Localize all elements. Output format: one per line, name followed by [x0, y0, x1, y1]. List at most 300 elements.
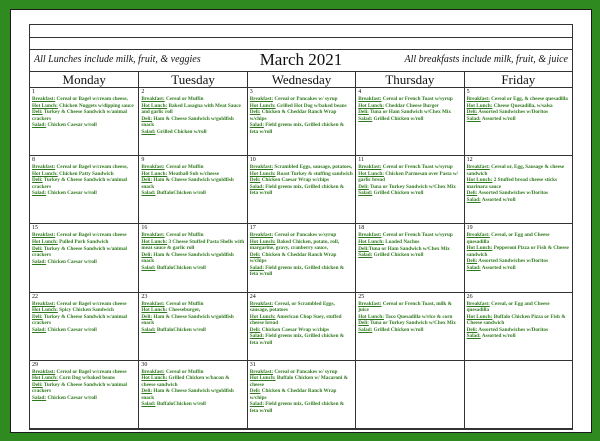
meal-text: Tuna or Turkey Sandwich w/Chex Mix — [368, 320, 456, 327]
meal-label: Deli: — [32, 177, 43, 184]
meal-text: Field greens mix, Grilled chicken & feta w/roll — [249, 333, 345, 346]
meal-label: Salad: — [466, 264, 481, 271]
meal-text: Chicken Caesar w/roll — [46, 190, 97, 197]
empty-cell — [464, 361, 572, 429]
menu-line — [32, 103, 136, 109]
menu-line — [467, 232, 570, 245]
menu-line — [358, 239, 461, 245]
day-cell — [247, 156, 355, 224]
meal-label: Deli: — [466, 326, 478, 333]
meal-text: Cereal or French Toast w/syrup — [381, 164, 453, 171]
meal-text: Field greens mix, Grilled chicken & feta w/roll — [249, 401, 345, 414]
meal-text: Ham & Cheese Sandwich w/goldfish snack — [141, 115, 234, 128]
menu-line — [32, 369, 136, 375]
meal-text: Turkey & Cheese Sandwich w/animal crackers — [32, 109, 127, 122]
meal-label: Breakfast: — [32, 164, 56, 171]
meal-text: Chicken Caesar w/roll — [46, 326, 97, 333]
menu-line — [32, 109, 136, 122]
day-cell — [138, 293, 246, 361]
date-number: 16 — [141, 225, 148, 232]
meal-label: Deli: — [141, 251, 153, 258]
meal-text: Meatball Sub w/cheese — [167, 170, 219, 177]
meal-label: Salad: — [32, 326, 47, 333]
meal-text: Assorted w/roll — [480, 196, 516, 203]
meal-label: Salad: — [32, 190, 47, 197]
meal-text: Chicken Patty Sandwich — [57, 170, 114, 177]
meal-text: Turkey & Cheese Sandwich w/animal crackers — [32, 381, 127, 395]
date-number: 25 — [358, 293, 365, 300]
meal-text: Assorted Sandwiches w/Doritos — [477, 258, 549, 265]
meal-label: Deli: — [466, 109, 478, 116]
meal-label: Salad: — [32, 394, 47, 401]
menu-line — [358, 314, 461, 320]
meal-label: Deli: — [249, 388, 261, 395]
day-cell — [247, 88, 355, 156]
meal-text: Chicken Parmesan over Pasta w/ garlic bread — [358, 170, 459, 184]
menu-line — [32, 327, 136, 333]
weekday-header — [29, 72, 573, 88]
menu-line — [32, 307, 136, 313]
meal-text: Assorted Sandwiches w/Doritos — [477, 326, 549, 333]
meal-text: Grilled Chicken w/roll — [372, 252, 424, 259]
menu-line — [32, 239, 136, 245]
meal-text: Baked Lasagna with Meat Sauce and garlic roll — [141, 102, 241, 115]
menu-line — [467, 96, 570, 102]
meal-text: Cereal or Bagel w/cream cheese, — [55, 96, 128, 102]
menu-line — [467, 103, 570, 109]
menu-line — [358, 164, 461, 170]
menu-line — [32, 395, 136, 401]
meal-text: American Chop Suey, stuffed cheese bread — [249, 313, 342, 326]
date-number: 26 — [466, 293, 473, 300]
meal-text: Grilled Hot Dog w/baked beans — [275, 102, 347, 109]
meal-text: Tuna or Ham Sandwich w/Chex Mix — [368, 245, 450, 252]
meal-label: Breakfast: — [466, 164, 490, 171]
meal-label: Deli: — [32, 245, 43, 252]
day-cell — [30, 293, 138, 361]
meal-label: Hot Lunch: — [466, 313, 493, 320]
meal-label: Hot Lunch: — [358, 102, 384, 109]
date-number: 30 — [141, 361, 148, 368]
date-number: 11 — [358, 157, 364, 164]
date-number: 8 — [32, 157, 35, 164]
menu-line — [250, 375, 353, 388]
meal-text: Ham & Cheese Sandwich w/goldfish snack — [141, 177, 234, 190]
meal-text: Taco Quesadilla w/rice & corn — [384, 313, 453, 320]
menu-line — [467, 164, 570, 177]
meal-text: Cereal or Muffin — [164, 164, 204, 171]
meal-label: Salad: — [249, 183, 264, 190]
meal-label: Salad: — [32, 122, 47, 129]
meal-text: Corn Dog w/baked beans — [57, 375, 115, 382]
meal-text: Cereal, or Egg and Cheese quesadilla — [466, 232, 550, 245]
month-title: March 2021 — [259, 50, 343, 69]
menu-line — [141, 388, 244, 401]
meal-text: Buffalo Chicken w/ Macaroni & cheese — [249, 375, 348, 388]
meal-label: Deli: — [466, 190, 478, 197]
meal-label: Salad: — [141, 190, 156, 197]
day-monday: Monday — [62, 72, 106, 87]
meal-text: Tuna or Turkey Sandwich w/Chex Mix — [368, 183, 456, 190]
meal-text: Assorted Sandwiches w/Doritos — [477, 190, 549, 197]
calendar-grid — [29, 88, 573, 430]
menu-line — [467, 327, 570, 333]
top-blank-rows — [29, 24, 573, 50]
meal-label: Hot Lunch: — [32, 307, 58, 314]
menu-line — [141, 314, 244, 327]
day-cell — [355, 224, 463, 292]
meal-label: Hot Lunch: — [141, 375, 168, 382]
menu-line — [358, 190, 461, 196]
menu-line — [32, 246, 136, 259]
meal-label: Deli: — [32, 313, 43, 320]
menu-line — [250, 103, 353, 109]
meal-text: Cereal or Pancakes w/ syrup — [273, 368, 338, 375]
meal-label: Salad: — [249, 264, 264, 271]
meal-label: Deli: — [32, 381, 43, 388]
menu-line — [358, 252, 461, 258]
day-tuesday: Tuesday — [138, 72, 246, 88]
meal-text: Grilled Chicken w/bacon & cheese sandwich — [141, 375, 230, 388]
meal-text: Cheddar Cheese Burger — [384, 102, 439, 109]
meal-label: Breakfast: — [141, 164, 165, 171]
menu-line — [32, 375, 136, 381]
meal-label: Deli: — [141, 115, 153, 122]
day-cell — [464, 293, 572, 361]
meal-text: Assorted w/roll — [480, 115, 516, 122]
blank-row — [30, 25, 572, 38]
day-friday: Friday — [464, 72, 572, 88]
meal-label: Breakfast: — [249, 368, 274, 375]
date-number: 19 — [466, 225, 473, 232]
meal-label: Salad: — [141, 264, 156, 271]
meal-label: Hot Lunch: — [249, 238, 276, 245]
menu-line — [358, 116, 461, 122]
menu-line — [467, 333, 570, 339]
date-number: 9 — [141, 157, 145, 164]
meal-text: Cereal or French Toast w/syrup — [381, 96, 453, 102]
day-cell — [464, 156, 572, 224]
menu-line — [32, 190, 136, 196]
menu-line — [141, 96, 244, 102]
menu-line — [141, 369, 244, 375]
meal-text: Spicy Chicken Sandwich — [57, 307, 114, 314]
meal-label: Breakfast: — [466, 232, 490, 239]
date-number: 18 — [358, 225, 365, 232]
date-number: 3 — [249, 89, 253, 95]
meal-label: Breakfast: — [249, 164, 274, 171]
meal-label: Salad: — [466, 196, 481, 203]
meal-text: Chicken Caesar w/roll — [46, 394, 97, 401]
lunch-note: All Lunches include milk, fruit, & veggies — [34, 54, 201, 65]
meal-label: Breakfast: — [141, 368, 165, 375]
meal-label: Hot Lunch: — [32, 238, 58, 245]
meal-text: Chicken & Cheddar Ranch Wrap w/chips — [249, 388, 337, 401]
meal-label: Deli: — [141, 313, 153, 320]
meal-text: Pepperoni Pizza or Fish & Cheese sandwich — [466, 245, 569, 258]
meal-label: Breakfast: — [358, 232, 382, 239]
meal-text: Cereal or Egg, & cheese quesadilla — [489, 96, 568, 102]
meal-label: Hot Lunch: — [358, 170, 384, 177]
menu-line — [141, 232, 244, 238]
meal-text: Field greens mix, Grilled chicken & feta w/roll — [249, 183, 345, 197]
meal-label: Breakfast: — [466, 96, 490, 102]
menu-line — [250, 171, 353, 177]
menu-line — [250, 122, 353, 135]
menu-line — [32, 164, 136, 170]
day-cell — [30, 224, 138, 292]
meal-text: Buffalo Chicken Pizza or Fish & Cheese sandwich — [466, 313, 566, 326]
date-number: 17 — [249, 225, 256, 232]
date-number: 15 — [32, 225, 38, 232]
meal-label: Breakfast: — [249, 232, 274, 239]
menu-line — [141, 129, 244, 135]
menu-line — [141, 116, 244, 129]
meal-label: Deli: — [466, 258, 478, 265]
meal-text: Cereal or French Toast w/syrup — [381, 232, 453, 239]
menu-line — [250, 109, 353, 122]
meal-label: Hot Lunch: — [32, 170, 58, 177]
menu-line — [467, 190, 570, 196]
meal-text: Turkey & Cheese Sandwich w/animal crackers — [32, 313, 127, 327]
meal-text: Chicken Caesar Wrap w/chips — [260, 177, 330, 184]
menu-line — [467, 116, 570, 122]
meal-label: Breakfast: — [141, 96, 165, 102]
meal-label: Salad: — [358, 190, 373, 197]
menu-line — [250, 314, 353, 327]
menu-line — [32, 232, 136, 238]
menu-line — [141, 190, 244, 196]
meal-label: Deli: — [249, 109, 261, 116]
menu-line — [250, 301, 353, 314]
meal-text: Assorted w/roll — [480, 333, 516, 340]
meal-label: Hot Lunch: — [466, 102, 493, 109]
menu-line — [358, 232, 461, 238]
menu-line — [250, 177, 353, 183]
meal-label: Deli: — [141, 388, 153, 395]
menu-line — [141, 265, 244, 271]
meal-label: Breakfast: — [358, 96, 382, 102]
date-number: 2 — [141, 89, 145, 95]
breakfast-note: All breakfasts include milk, fruit, & juice — [404, 54, 568, 65]
meal-text: Baked Chicken, potato, roll, margarine, gravy, cranberry sauce, — [249, 238, 340, 252]
meal-text: BuffaloChicken w/roll — [155, 190, 206, 197]
meal-text: Cereal or Pancakes w/ syrup — [273, 96, 338, 102]
meal-text: 3 Cheese Stuffed Pasta Shells with meat sauce & garlic roll — [141, 238, 245, 252]
meal-text: Roast Turkey & stuffing sandwich — [275, 170, 353, 177]
meal-label: Hot Lunch: — [249, 313, 276, 320]
meal-label: Salad: — [249, 122, 264, 129]
meal-label: Breakfast: — [466, 300, 490, 307]
date-number: 10 — [249, 157, 256, 164]
date-number: 22 — [32, 293, 38, 300]
meal-text: Chicken Nuggets w/dipping sauce — [57, 102, 134, 109]
meal-text: Field greens mix, Grilled chicken & feta w/roll — [249, 122, 345, 135]
meal-text: Cereal or Muffin — [164, 96, 204, 102]
meal-label: Salad: — [141, 128, 156, 135]
meal-text: BuffaloChicken w/roll — [155, 326, 206, 333]
meal-label: Breakfast: — [249, 300, 274, 307]
meal-label: Hot Lunch: — [249, 170, 276, 177]
day-wednesday: Wednesday — [247, 72, 355, 88]
menu-line — [250, 239, 353, 252]
meal-text: BuffaloChicken w/roll — [155, 401, 206, 408]
meal-text: Ham & Cheese Sandwich w/goldfish snack — [141, 388, 234, 401]
meal-text: Cereal or Bagel w/cream cheese — [55, 368, 127, 375]
meal-text: Chicken Caesar Wrap w/chips — [260, 326, 330, 333]
menu-line — [358, 246, 461, 252]
meal-text: Grilled Chicken w/roll — [155, 128, 207, 135]
menu-line — [250, 252, 353, 265]
meal-label: Breakfast: — [249, 96, 274, 102]
menu-line — [467, 301, 570, 314]
meal-label: Breakfast: — [32, 232, 56, 239]
menu-line — [358, 109, 461, 115]
menu-line — [467, 245, 570, 258]
menu-line — [358, 96, 461, 102]
meal-label: Salad: — [466, 115, 481, 122]
meal-label: Salad: — [32, 258, 47, 265]
meal-label: Hot Lunch: — [466, 177, 493, 184]
menu-line — [467, 314, 570, 327]
day-cell — [30, 156, 138, 224]
meal-text: Grilled Chicken w/roll — [372, 326, 424, 333]
menu-line — [250, 401, 353, 414]
menu-line — [250, 333, 353, 346]
date-number: 4 — [358, 89, 362, 95]
menu-line — [141, 327, 244, 333]
meal-label: Hot Lunch: — [249, 102, 276, 109]
menu-line — [32, 171, 136, 177]
menu-line — [141, 307, 244, 313]
day-thursday: Thursday — [355, 72, 463, 88]
meal-label: Salad: — [249, 401, 264, 408]
menu-line — [32, 259, 136, 265]
menu-line — [141, 164, 244, 170]
meal-text: Cereal, or Scrambled Eggs, sausage, potatoes — [249, 300, 335, 313]
meal-label: Salad: — [141, 401, 156, 408]
meal-label: Breakfast: — [32, 368, 56, 375]
meal-text: Assorted Sandwiches w/Doritos — [477, 109, 549, 116]
day-cell — [30, 88, 138, 156]
date-number: 24 — [249, 293, 256, 300]
date-number: 5 — [466, 89, 470, 95]
meal-label: Hot Lunch: — [358, 313, 384, 320]
meal-label: Hot Lunch: — [32, 102, 58, 109]
meal-label: Breakfast: — [32, 300, 56, 307]
menu-line — [250, 388, 353, 401]
meal-label: Deli: — [358, 320, 369, 327]
meal-label: Deli: — [358, 109, 369, 116]
meal-text: BuffaloChicken w/roll — [155, 264, 206, 271]
meal-label: Deli: — [141, 177, 153, 184]
meal-label: Deli: — [249, 177, 261, 184]
day-cell — [247, 224, 355, 292]
meal-label: Deli: — [249, 326, 261, 333]
date-number: 29 — [32, 361, 38, 368]
calendar-header — [29, 50, 573, 72]
meal-label: Deli: — [358, 183, 369, 190]
meal-label: Deli: — [32, 109, 43, 116]
meal-text: Cereal or Bagel w/cream cheese — [55, 300, 127, 307]
meal-text: Ham & Cheese Sandwich w/goldfish snack — [141, 251, 234, 265]
meal-text: Turkey & Cheese Sandwich w/animal crackers — [32, 245, 127, 258]
day-cell — [138, 156, 246, 224]
meal-label: Hot Lunch: — [358, 238, 384, 245]
menu-page — [10, 9, 592, 433]
date-number: 23 — [141, 293, 148, 300]
meal-text: Cereal or Muffin — [164, 368, 204, 375]
meal-label: Hot Lunch: — [466, 245, 493, 252]
menu-line — [358, 327, 461, 333]
meal-text: Grilled Chicken w/roll — [372, 115, 424, 122]
day-cell — [355, 156, 463, 224]
day-cell — [247, 361, 355, 429]
menu-line — [358, 320, 461, 326]
menu-line — [141, 375, 244, 388]
meal-text: Tuna or Ham Sandwich w/Chex Mix — [368, 109, 451, 116]
menu-line — [250, 164, 353, 170]
menu-line — [32, 301, 136, 307]
empty-cell — [355, 361, 463, 429]
day-cell — [138, 88, 246, 156]
menu-line — [250, 265, 353, 278]
day-cell — [355, 293, 463, 361]
meal-text: 2 Stuffed bread cheese sticks marinara sauce — [466, 177, 558, 190]
meal-text: Chicken Caesar w/roll — [46, 258, 97, 265]
menu-line — [358, 103, 461, 109]
meal-label: Hot Lunch: — [141, 238, 168, 245]
menu-line — [358, 184, 461, 190]
meal-label: Salad: — [466, 333, 481, 340]
meal-label: Hot Lunch: — [32, 375, 58, 382]
menu-line — [358, 171, 461, 184]
meal-text: Pulled Pork Sandwich — [57, 238, 109, 245]
meal-label: Salad: — [358, 115, 373, 122]
meal-text: Turkey & Cheese Sandwich w/animal crackers — [32, 177, 127, 190]
meal-label: Hot Lunch: — [141, 307, 168, 314]
menu-line — [32, 314, 136, 327]
menu-line — [141, 239, 244, 252]
day-cell — [247, 293, 355, 361]
day-cell — [30, 361, 138, 429]
meal-text: Cereal or Bagel w/cream cheese, — [55, 164, 128, 171]
meal-label: Breakfast: — [358, 164, 382, 171]
day-cell — [464, 224, 572, 292]
meal-label: Salad: — [141, 326, 156, 333]
menu-line — [467, 109, 570, 115]
menu-line — [250, 327, 353, 333]
meal-label: Hot Lunch: — [249, 375, 276, 382]
meal-text: Grilled Chicken w/roll — [372, 190, 424, 197]
menu-line — [141, 103, 244, 116]
menu-line — [141, 171, 244, 177]
meal-label: Breakfast: — [141, 232, 165, 239]
menu-line — [250, 96, 353, 102]
menu-line — [32, 177, 136, 190]
meal-text: Cereal or Muffin — [164, 232, 204, 239]
meal-label: Deli: — [249, 251, 261, 258]
date-number: 12 — [466, 157, 473, 164]
meal-text: Cereal or Pancakes w/syrup — [273, 232, 337, 239]
date-number: 31 — [249, 361, 256, 368]
meal-label: Salad: — [358, 326, 373, 333]
meal-text: Assorted w/roll — [480, 264, 516, 271]
day-cell — [138, 224, 246, 292]
meal-label: Breakfast: — [32, 96, 56, 102]
meal-text: Cheeseburger, — [167, 307, 201, 314]
meal-text: Scrambled Eggs, sausage, potatoes, — [273, 164, 353, 171]
